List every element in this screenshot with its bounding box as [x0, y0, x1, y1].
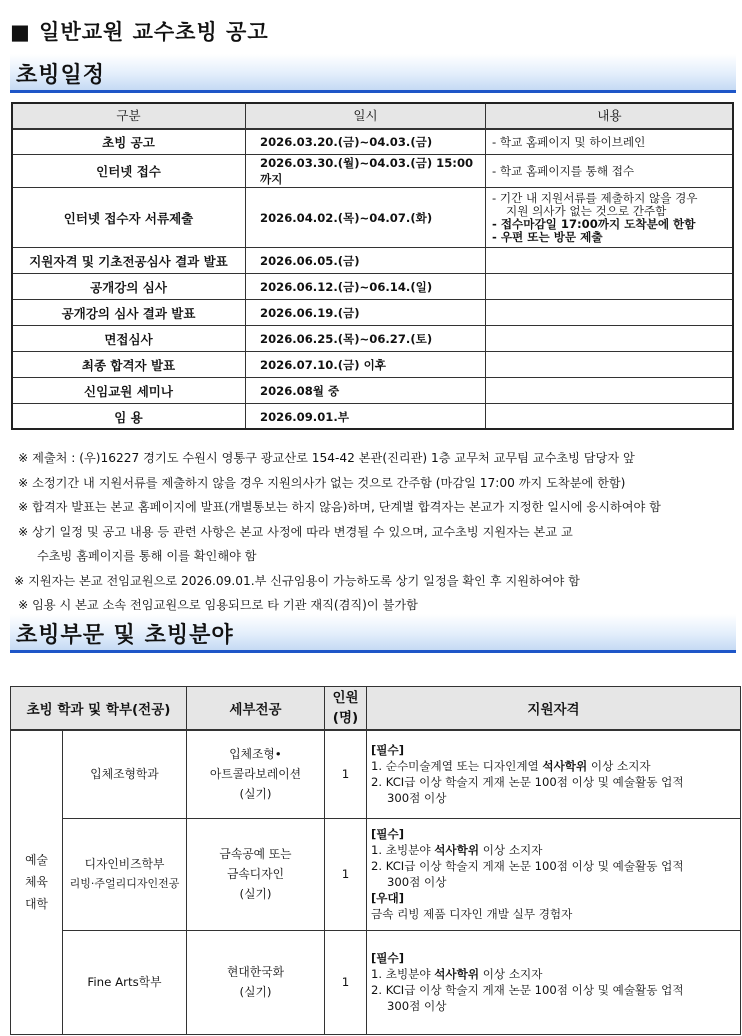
cell-note	[486, 352, 734, 378]
req-label: [필수]	[371, 743, 404, 758]
count-cell: 1	[325, 730, 367, 818]
sub-line: 현대한국화	[227, 965, 284, 979]
college-line: 대학	[25, 897, 48, 912]
req-label: [우대]	[371, 891, 404, 905]
cell-date: 2026.03.30.(월)~04.03.(금) 15:00 까지	[246, 155, 486, 188]
note-line: - 기간 내 지원서류를 제출하지 않을 경우	[492, 190, 698, 205]
req-line	[371, 966, 736, 982]
col-header: 구분	[12, 103, 246, 129]
req-label: [필수]	[371, 827, 404, 841]
section-title: 초빙부문 및 초빙분야	[16, 623, 234, 648]
cell-note	[486, 378, 734, 404]
col-header: 세부전공	[187, 687, 325, 731]
cell-date: 2026.09.01.부	[246, 404, 486, 430]
sub-line: 금속디자인	[227, 867, 284, 881]
note-item: ※ 지원자는 본교 전임교원으로 2026.09.01.부 신규임용이 가능하도록 상기 일정을 확인 후 지원하여야 함	[14, 573, 580, 588]
req-bold: 석사학위	[434, 843, 480, 857]
note-item: ※ 소정기간 내 지원서류를 제출하지 않을 경우 지원의사가 없는 것으로 간주함 (마감일 17:00 까지 도착분에 한함)	[18, 475, 626, 490]
requirement-cell	[367, 818, 741, 930]
req-line: 300점 이상	[387, 999, 447, 1013]
page-title: ■ 일반교원 교수초빙 공고	[10, 20, 269, 44]
subfield-cell	[187, 930, 325, 1034]
req-line: 300점 이상	[387, 875, 447, 889]
dept-cell	[63, 818, 187, 930]
cell-item: 인터넷 접수	[12, 155, 246, 188]
cell-item: 공개강의 심사 결과 발표	[12, 300, 246, 326]
table-row	[12, 326, 734, 352]
dept-line: 디자인비즈학부	[84, 857, 165, 871]
dept-line: 리빙·주얼리디자인전공	[69, 877, 180, 890]
table-row	[12, 404, 734, 430]
note-line: 지원 의사가 없는 것으로 간주함	[506, 203, 667, 218]
cell-date: 2026.06.19.(금)	[246, 300, 486, 326]
requirement-cell	[367, 930, 741, 1034]
col-header: 내용	[486, 103, 734, 129]
cell-date: 2026.06.12.(금)~06.14.(일)	[246, 274, 486, 300]
table-row	[12, 352, 734, 378]
req-text: 이상 소지자	[479, 843, 543, 857]
cell-note: - 학교 홈페이지 및 하이브레인	[486, 129, 734, 155]
req-line: 금속 리빙 제품 디자인 개발 실무 경험자	[371, 907, 573, 921]
fields-table	[10, 686, 741, 1035]
req-label: [필수]	[371, 951, 404, 965]
college-line: 예술	[25, 853, 48, 868]
table-header-row	[11, 687, 741, 731]
note-item: 수초빙 홈페이지를 통해 이를 확인해야 함	[37, 549, 257, 563]
cell-date: 2026.06.25.(목)~06.27.(토)	[246, 326, 486, 352]
req-bold: 석사학위	[542, 759, 588, 774]
cell-item: 신임교원 세미나	[12, 378, 246, 404]
cell-date: 2026.08월 중	[246, 378, 486, 404]
header-line: 인원	[332, 690, 359, 706]
note-line: - 접수마감일 17:00까지 도착분에 한함	[492, 216, 696, 231]
table-row	[11, 930, 741, 1034]
col-header: 초빙 학과 및 학부(전공)	[11, 687, 187, 731]
cell-date: 2026.03.20.(금)~04.03.(금)	[246, 129, 486, 155]
col-header	[325, 687, 367, 731]
cell-item: 공개강의 심사	[12, 274, 246, 300]
table-row	[12, 274, 734, 300]
section-title: 초빙일정	[16, 63, 106, 88]
req-text: 1. 순수미술계열 또는 디자인계열	[371, 759, 543, 774]
cell-note: - 학교 홈페이지를 통해 접수	[486, 155, 734, 188]
dept-line: Fine Arts학부	[87, 975, 162, 989]
req-line: 300점 이상	[387, 791, 447, 806]
table-row	[12, 188, 734, 248]
cell-item: 최종 합격자 발표	[12, 352, 246, 378]
cell-item: 인터넷 접수자 서류제출	[12, 188, 246, 248]
sub-line: 금속공예 또는	[219, 847, 292, 861]
sub-line: 아트콜라보레이션	[209, 767, 302, 782]
cell-note	[486, 274, 734, 300]
cell-note	[486, 404, 734, 430]
table-row	[12, 300, 734, 326]
section-banner-fields	[10, 614, 736, 653]
note-item: ※ 제출처 : (우)16227 경기도 수원시 영통구 광교산로 154-42 본관(진리관) 1층 교무처 교무팀 교수초빙 담당자 앞	[18, 451, 635, 465]
section-banner-schedule	[10, 54, 736, 93]
req-text: 1. 초빙분야	[371, 843, 435, 857]
col-header: 지원자격	[367, 687, 741, 731]
table-row	[12, 248, 734, 274]
schedule-table	[11, 102, 734, 430]
req-text: 이상 소지자	[587, 759, 651, 774]
sub-line: (실기)	[239, 787, 272, 802]
header-line: (명)	[332, 710, 359, 726]
dept-line: 입체조형학과	[90, 767, 159, 782]
subfield-cell	[187, 730, 325, 818]
table-row	[12, 129, 734, 155]
col-header: 일시	[246, 103, 486, 129]
req-bold: 석사학위	[434, 967, 480, 981]
cell-item: 지원자격 및 기초전공심사 결과 발표	[12, 248, 246, 274]
dept-cell	[63, 930, 187, 1034]
cell-date: 2026.04.02.(목)~04.07.(화)	[246, 188, 486, 248]
sub-line: (실기)	[239, 887, 272, 901]
table-row	[11, 730, 741, 818]
requirement-cell	[367, 730, 741, 818]
req-line	[371, 758, 736, 774]
cell-item: 임 용	[12, 404, 246, 430]
req-line: 2. KCI급 이상 학술지 게재 논문 100점 이상 및 예술활동 업적	[371, 983, 684, 997]
count-cell: 1	[325, 818, 367, 930]
cell-note	[486, 248, 734, 274]
note-item: ※ 임용 시 본교 소속 전임교원으로 임용되므로 타 기관 재직(겸직)이 불가함	[18, 598, 418, 612]
college-cell	[11, 730, 63, 1034]
sub-line: 입체조형•	[229, 747, 282, 762]
cell-note	[486, 300, 734, 326]
table-row	[11, 818, 741, 930]
notes-list	[14, 446, 740, 618]
cell-date: 2026.07.10.(금) 이후	[246, 352, 486, 378]
table-row	[12, 378, 734, 404]
cell-note	[486, 188, 734, 248]
cell-note	[486, 326, 734, 352]
cell-item: 면접심사	[12, 326, 246, 352]
note-item: ※ 합격자 발표는 본교 홈페이지에 발표(개별통보는 하지 않음)하며, 단계별 합격자는 본교가 지정한 일시에 응시하여야 함	[18, 500, 661, 514]
req-line	[371, 842, 736, 858]
sub-line: (실기)	[239, 985, 272, 999]
table-header-row	[12, 103, 734, 129]
dept-cell	[63, 730, 187, 818]
note-item: ※ 상기 일정 및 공고 내용 등 관련 사항은 본교 사정에 따라 변경될 수 있으며, 교수초빙 지원자는 본교 교	[18, 524, 573, 539]
table-row	[12, 155, 734, 188]
subfield-cell	[187, 818, 325, 930]
college-line: 체육	[25, 875, 48, 890]
req-line: 2. KCI급 이상 학술지 게재 논문 100점 이상 및 예술활동 업적	[371, 859, 684, 873]
count-cell: 1	[325, 930, 367, 1034]
cell-date: 2026.06.05.(금)	[246, 248, 486, 274]
cell-item: 초빙 공고	[12, 129, 246, 155]
req-text: 1. 초빙분야	[371, 967, 435, 981]
req-text: 이상 소지자	[479, 967, 543, 981]
note-line: - 우편 또는 방문 제출	[492, 229, 603, 244]
req-line: 2. KCI급 이상 학술지 게재 논문 100점 이상 및 예술활동 업적	[371, 775, 684, 790]
